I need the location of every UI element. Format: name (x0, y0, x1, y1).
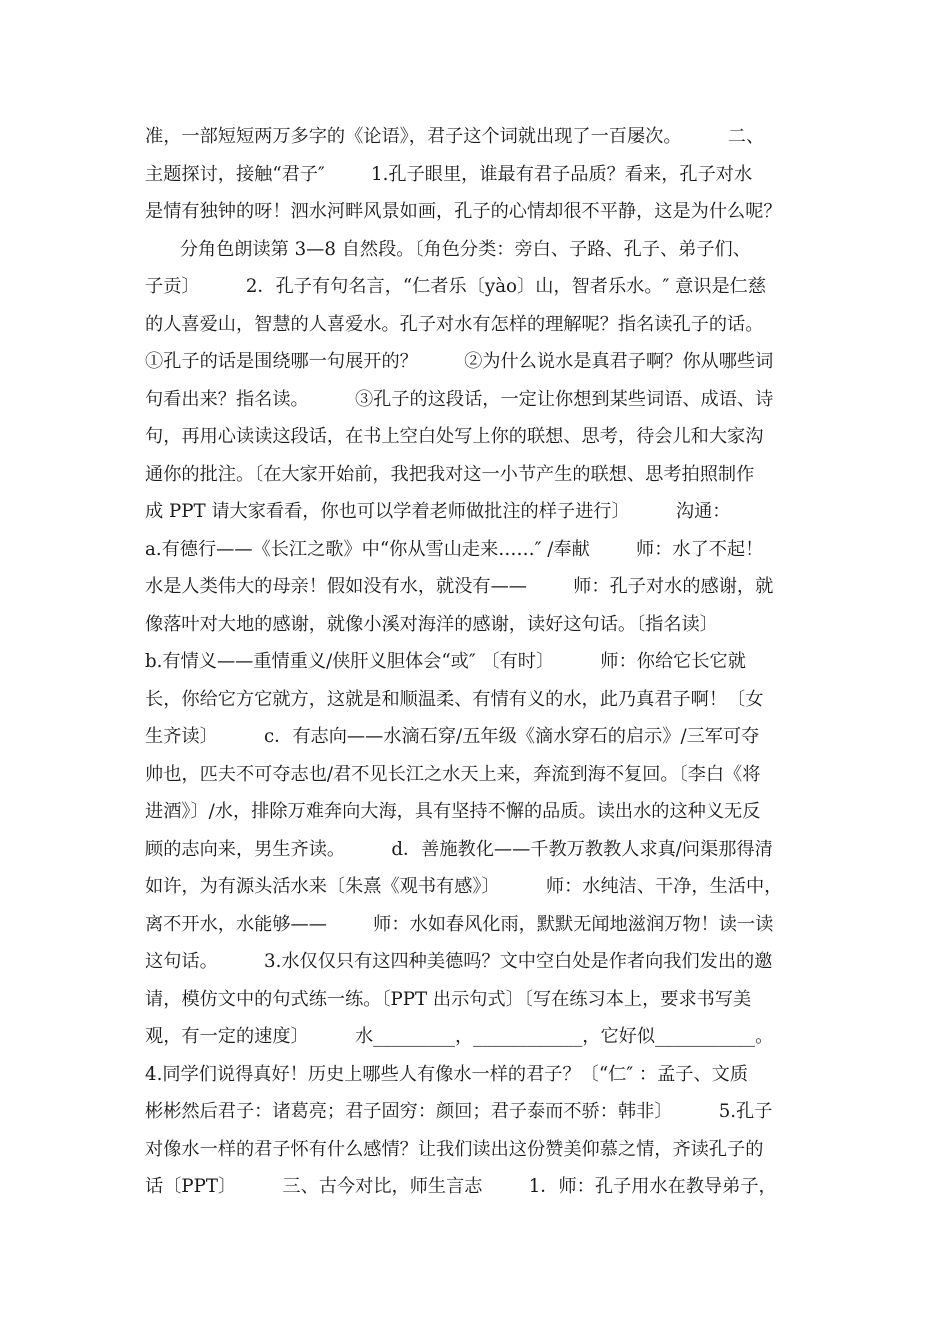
text-line: 4.同学们说得真好！历史上哪些人有像水一样的君子？〔“仁″ ：孟子、文质 (145, 1063, 749, 1085)
text-line: 像落叶对大地的感谢，就像小溪对海洋的感谢，读好这句话。〔指名读〕 (145, 613, 718, 635)
text-line: 进酒》〕/水，排除万难奔向大海，具有坚持不懈的品质。读出水的这种义无反 (145, 801, 761, 822)
text-line: 请，模仿文中的句式练一练。〔PPT 出示句式〕〔写在练习本上，要求书写美 (145, 988, 752, 1010)
text-line: 是情有独钟的呀！泗水河畔风景如画，孔子的心情却很不平静，这是为什么呢？ (145, 201, 782, 222)
text-line: a.有德行——《长江之歌》中“你从雪山走来……″ /奉献 师：水了不起！ (145, 538, 764, 560)
text-line: 观，有一定的速度〕 水_________，____________，它好似___________。 (145, 1026, 774, 1047)
text-line: b.有情义——重情重义/侠肝义胆体会“或″ 〔有时〕 师：你给它长它就 (145, 651, 746, 672)
body-text (145, 118, 810, 1206)
text-line: 子贡〕 2．孔子有句名言，“仁者乐〔yào〕山，智者乐水。″ 意识是仁慈 (145, 276, 767, 297)
text-line: 水是人类伟大的母亲！假如没有水，就没有—— 师：孔子对水的感谢，就 (145, 576, 774, 597)
text-line: 生齐读〕 c．有志向——水滴石穿/五年级《滴水穿石的启示》/三军可夺 (145, 726, 760, 747)
text-line: ①孔子的话是围绕哪一句展开的？ ②为什么说水是真君子啊？你从哪些词 (145, 351, 774, 372)
text-line: 分角色朗读第 3—8 自然段。〔角色分类：旁白、子路、孔子、弟子们、 (145, 238, 751, 260)
text-line: 顾的志向来，男生齐读。 d．善施教化——千教万教教人求真/问渠那得清 (145, 838, 773, 860)
text-line: 对像水一样的君子怀有什么感情？让我们读出这份赞美仰慕之情，齐读孔子的 (145, 1138, 764, 1160)
text-line: 帅也，匹夫不可夺志也/君不见长江之水天上来，奔流到海不复回。〔李白《将 (145, 763, 761, 785)
text-line: 这句话。 3.水仅仅只有这四种美德吗？文中空白处是作者向我们发出的邀 (145, 951, 773, 972)
text-line: 句看出来？指名读。 ③孔子的这段话，一定让你想到某些词语、成语、诗 (145, 388, 774, 410)
text-line: 通你的批注。〔在大家开始前，我把我对这一小节产生的联想、思考拍照制作 (145, 463, 755, 485)
text-line: 的人喜爱山，智慧的人喜爱水。孔子对水有怎样的理解呢？指名读孔子的话。 (145, 313, 764, 335)
text-line: 如许，为有源头活水来〔朱熹《观书有感》〕 师：水纯洁、干净，生活中， (145, 876, 783, 897)
text-line: 彬彬然后君子：诸葛亮；君子固穷：颜回；君子泰而不骄：韩非〕 5.孔子 (145, 1101, 773, 1122)
text-line: 句，再用心读读这段话，在书上空白处写上你的联想、思考，待会儿和大家沟 (145, 426, 764, 447)
text-line: 离不开水，水能够—— 师：水如春风化雨，默默无闻地滋润万物！读一读 (145, 913, 774, 935)
text-line: 成 PPT 请大家看看，你也可以学着老师做批注的样子进行〕 沟通： (145, 501, 731, 522)
text-line: 准，一部短短两万多字的《论语》，君子这个词就出现了一百屡次。 二、 (145, 126, 765, 147)
text-line: 长，你给它方它就方，这就是和顺温柔、有情有义的水，此乃真君子啊！〔女 (145, 688, 764, 710)
text-line: 主题探讨，接触“君子″ 1.孔子眼里，谁最有君子品质？看来，孔子对水 (145, 163, 753, 185)
text-line: 话〔PPT〕 三、古今对比，师生言志 1．师：孔子用水在教导弟子， (145, 1176, 777, 1197)
